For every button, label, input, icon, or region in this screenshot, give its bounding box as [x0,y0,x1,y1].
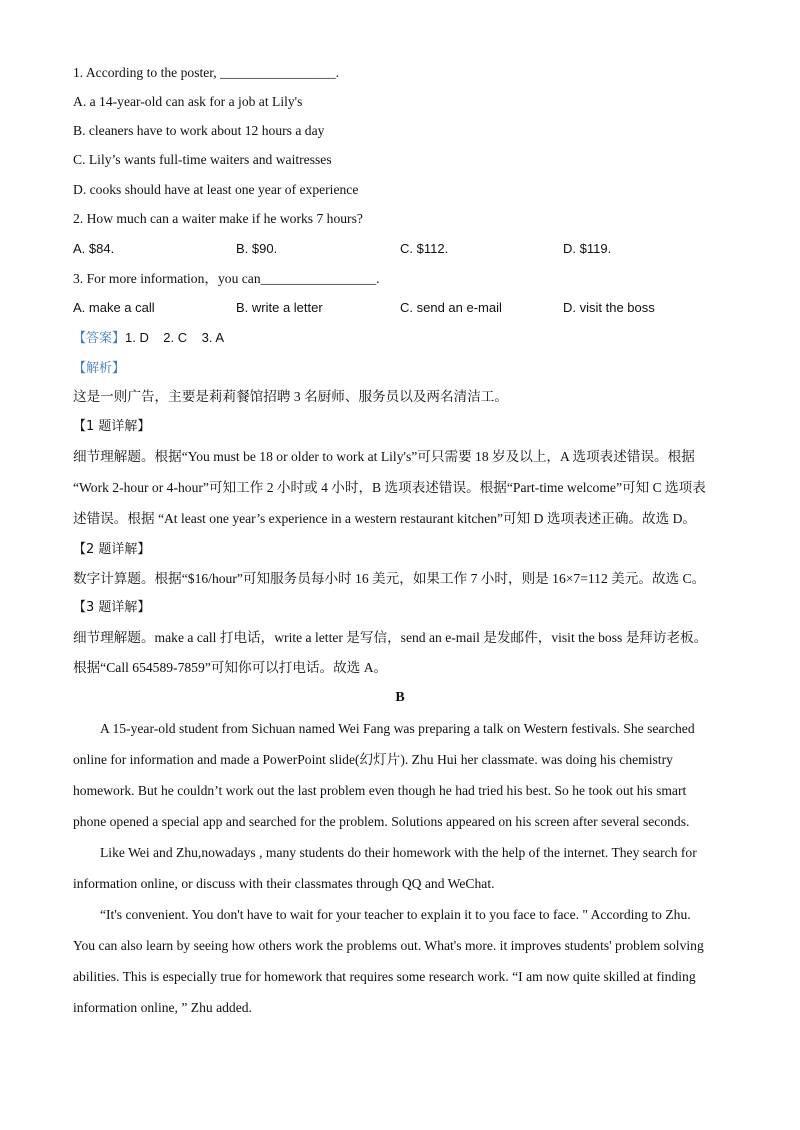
analysis-tag: 【解析】 [73,361,126,376]
q3-detail-line: 根据“Call 654589-7859”可知你可以打电话。故选 A。 [73,660,388,675]
paragraph-line: phone opened a special app and searched for the problem. Solutions appeared on his screen after several seconds. [73,814,690,829]
paragraph-line: information online, ” Zhu added. [73,1000,252,1015]
question-3-option-c: C. send an e-mail [400,300,502,315]
answer-text: 1. D 2. C 3. A [125,330,225,345]
question-3-option-d: D. visit the boss [563,300,655,315]
question-1-option-d: D. cooks should have at least one year of experience [73,182,359,197]
paragraph-line: information online, or discuss with their classmates through QQ and WeChat. [73,876,495,891]
question-2-option-b: B. $90. [236,241,278,256]
answer-line [73,328,740,349]
question-2-stem: 2. How much can a waiter make if he works 7 hours? [73,211,363,226]
q1-detail-line: “Work 2-hour or 4-hour”可知工作 2 小时或 4 小时，B 选项表述错误。根据“Part-time welcome”可知 C 选项表 [73,480,706,495]
q2-detail-heading: 【2 题详解】 [73,542,151,557]
question-2-option-d: D. $119. [563,241,612,256]
question-1-option-b: B. cleaners have to work about 12 hours a day [73,123,325,138]
section-b-paragraph-3 [73,905,741,1029]
paragraph-line: A 15-year-old student from Sichuan named Wei Fang was preparing a talk on Western festivals. She searched [100,721,695,736]
q3-detail-line: 细节理解题。make a call 打电话，write a letter 是写信，send an e-mail 是发邮件，visit the boss 是拜访老板。 [73,630,708,645]
q2-detail-line: 数字计算题。根据“$16/hour”可知服务员每小时 16 美元，如果工作 7 小时，则是 16×7=112 美元。故选 C。 [73,571,706,586]
section-b-paragraph-2 [73,843,741,905]
paragraph-line: online for information and made a PowerPoint slide(幻灯片). Zhu Hui her classmate. was doing his chemistry [73,752,673,767]
question-1-stem: 1. According to the poster, _________________. [73,65,340,80]
q1-detail-heading: 【1 题详解】 [73,419,151,434]
paragraph-line: “It's convenient. You don't have to wait for your teacher to explain it to you face to face. " According to Zhu. [100,907,691,922]
question-3-stem: 3. For more information，you can_________________. [73,271,380,286]
question-1-option-c: C. Lily’s wants full-time waiters and waitresses [73,152,332,167]
answer-tag: 【答案】 [73,331,126,346]
q3-detail-heading: 【3 题详解】 [73,600,151,615]
section-b-title: B [395,690,405,705]
question-1-option-a: A. a 14-year-old can ask for a job at Lily's [73,94,303,109]
question-3-option-b: B. write a letter [236,300,323,315]
question-2-option-c: C. $112. [400,241,449,256]
paragraph-line: abilities. This is especially true for homework that requires some research work. “I am now quite skilled at finding [73,969,696,984]
analysis-summary: 这是一则广告，主要是莉莉餐馆招聘 3 名厨师、服务员以及两名清洁工。 [73,389,508,404]
paragraph-line: Like Wei and Zhu,nowadays , many students do their homework with the help of the internet. They search for [100,845,697,860]
section-b-paragraph-1 [73,719,741,843]
q1-detail-line: 述错误。根据 “At least one year’s experience in a western restaurant kitchen”可知 D 选项表述正确。故选 D。 [73,511,697,526]
paragraph-line: homework. But he couldn’t work out the last problem even though he had tried his best. So he took out his smart [73,783,687,798]
question-2-option-a: A. $84. [73,241,115,256]
question-3-option-a: A. make a call [73,300,155,315]
q1-detail-line: 细节理解题。根据“You must be 18 or older to work at Lily's”可只需要 18 岁及以上，A 选项表述错误。根据 [73,449,695,464]
paragraph-line: You can also learn by seeing how others work the problems out. What's more. it improves students' problem solving [73,938,704,953]
